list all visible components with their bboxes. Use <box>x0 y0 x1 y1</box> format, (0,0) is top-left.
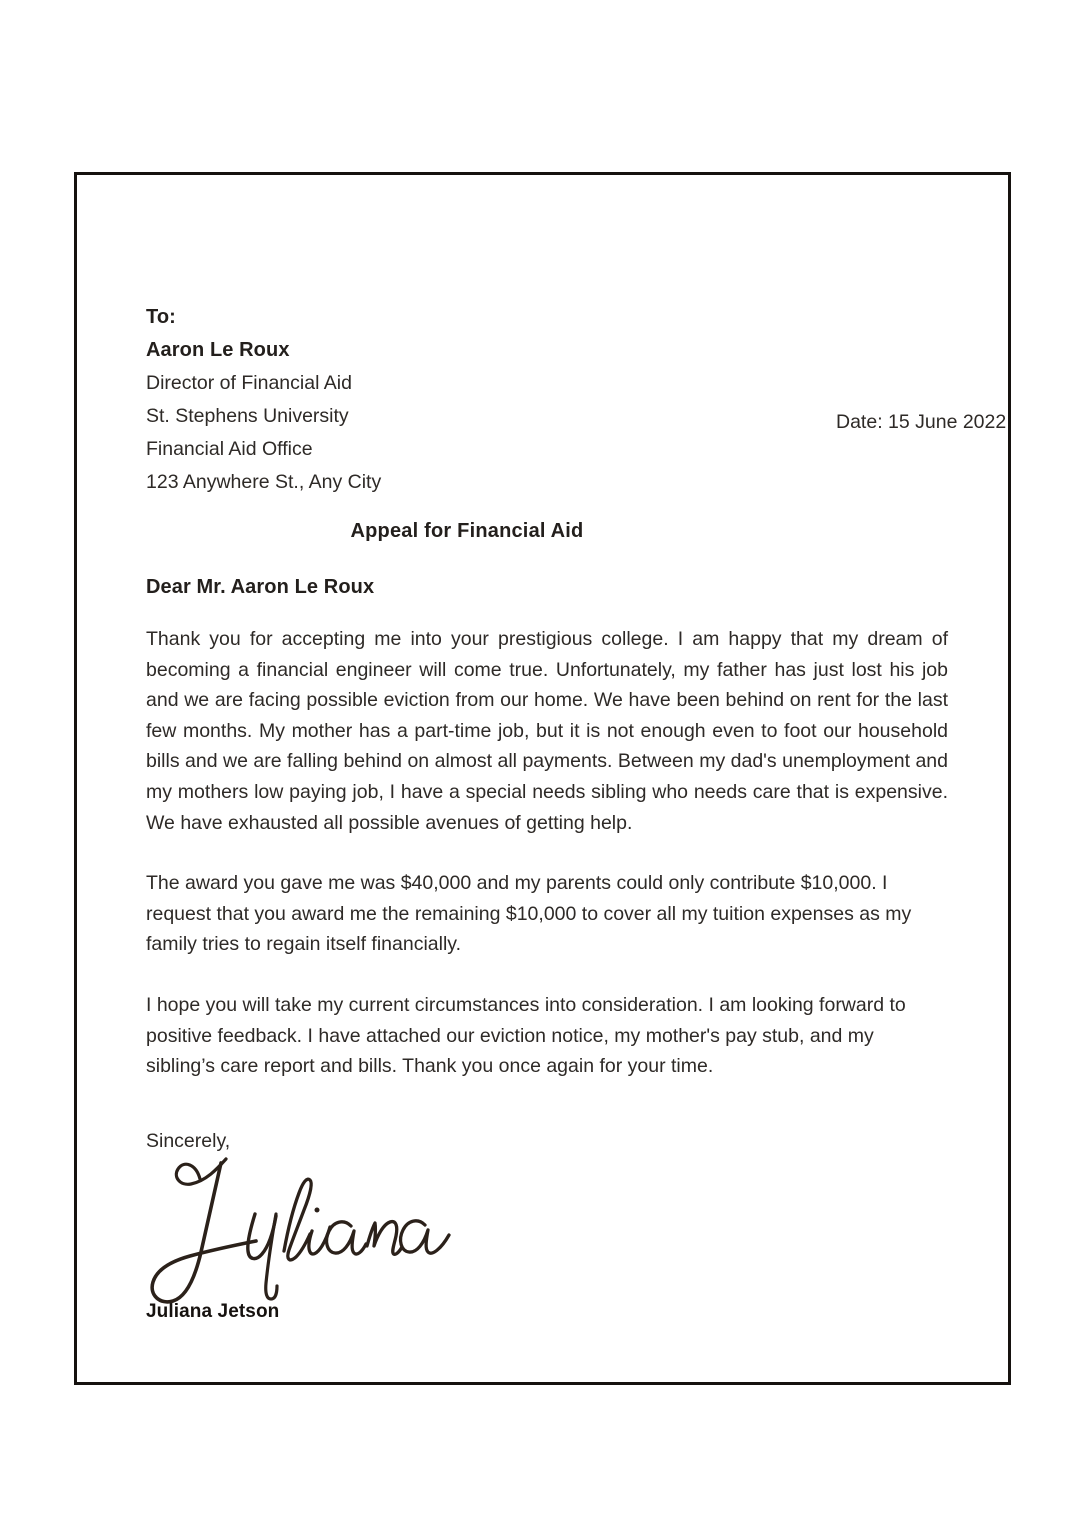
recipient-line-address: 123 Anywhere St., Any City <box>146 471 382 493</box>
recipient-block <box>146 301 948 499</box>
recipient-line-department: Financial Aid Office <box>146 438 313 460</box>
signature <box>146 1151 476 1301</box>
body-paragraph-3: I hope you will take my current circumstances into consideration. I am looking forward to positive feedback. I have attached our eviction notice, my mother's pay stub, and my sibling’s care report and bills. Thank you once again for your time. <box>146 993 906 1078</box>
salutation: Dear Mr. Aaron Le Roux <box>146 576 375 598</box>
letter-title: Appeal for Financial Aid <box>350 520 584 542</box>
body-paragraph-2: The award you gave me was $40,000 and my parents could only contribute $10,000. I request that you award me the remaining $10,000 to cover all my tuition expenses as my family tries to regain itself financially. <box>146 872 912 956</box>
closing-salutation: Sincerely, <box>146 1129 231 1152</box>
signature-script-icon <box>116 1151 456 1306</box>
letter-date: Date: 15 June 2022 <box>836 411 1007 433</box>
letter-page-border <box>74 172 1011 1385</box>
signer-name: Juliana Jetson <box>146 1300 280 1322</box>
recipient-name: Aaron Le Roux <box>146 339 290 361</box>
letter-content <box>146 301 1007 1323</box>
recipient-line-title: Director of Financial Aid <box>146 372 352 394</box>
to-label: To: <box>146 306 176 328</box>
body-paragraph-1: Thank you for accepting me into your prestigious college. I am happy that my dream of becoming a financial engineer will come true. Unfortunately, my father has just lost his job and we are facing possible eviction from our home. We have been behind on rent for the last few months. My mother has a part-time job, but it is not enough even to foot our household bills and we are falling behind on almost all payments. Between my dad's unemployment and my mothers low paying job, I have a special needs sibling who needs care that is expensive. We have exhausted all possible avenues of getting help. <box>146 628 948 834</box>
recipient-line-organization: St. Stephens University <box>146 405 349 427</box>
